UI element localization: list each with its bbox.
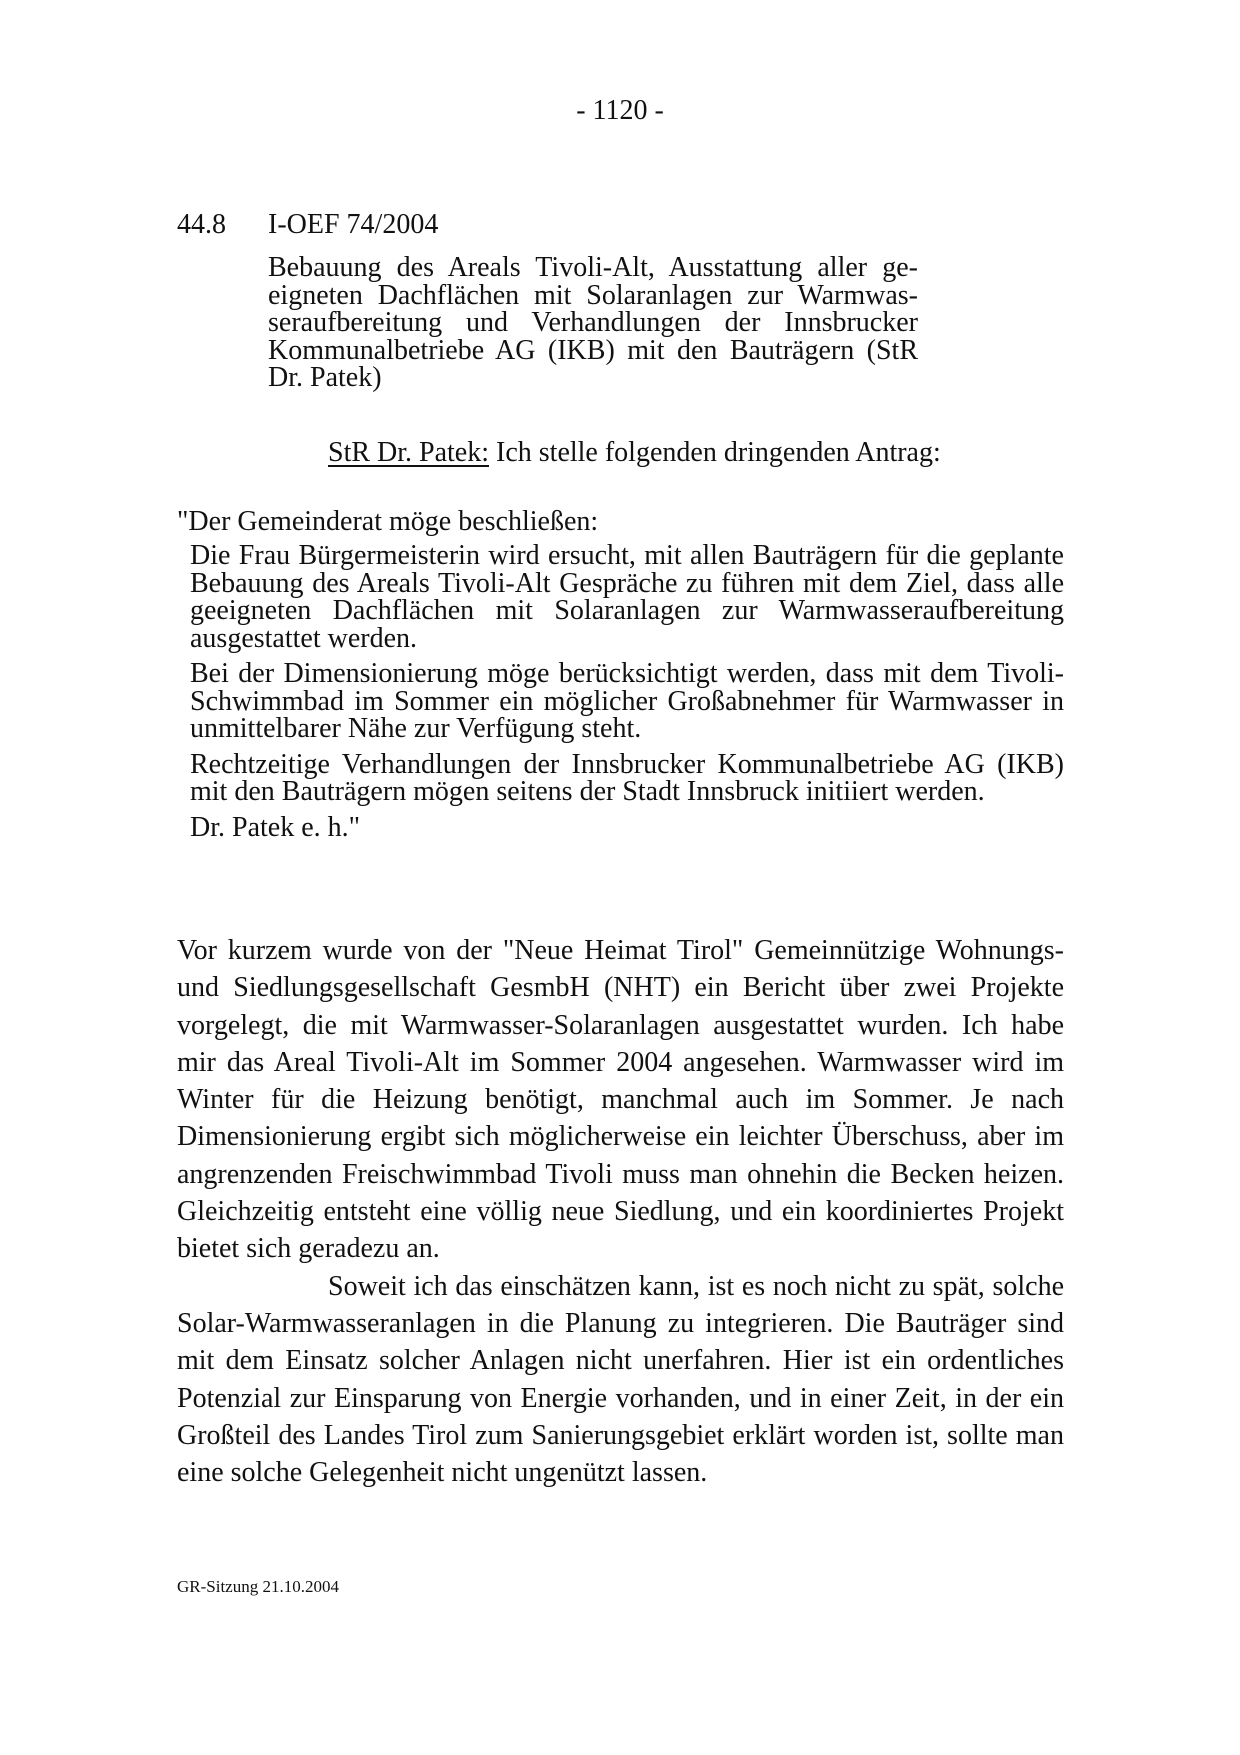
resolution-paragraph: Die Frau Bürgermeisterin wird ersucht, mit allen Bauträgern für die geplante Bebauung des Areals Tivoli-Alt Gespräche zu führen mit dem Ziel, dass alle geeigneten Dachflächen mit Solaranlagen zur Warmwasseraufbereitung ausgestattet werden. — [190, 540, 1064, 654]
justification-text — [177, 932, 1064, 1491]
resolution-paragraph: Rechtzeitige Verhandlungen der Innsbrucker Kommunalbetriebe AG (IKB) mit den Bauträgern mögen seitens der Stadt Innsbruck initiiert werden. — [190, 748, 1064, 807]
page-number: - 1120 - — [576, 95, 664, 126]
motion-speaker: StR Dr. Patek: — [328, 437, 490, 468]
motion-intro — [328, 436, 941, 470]
resolution-signature: Dr. Patek e. h." — [190, 811, 361, 843]
body-paragraph: Soweit ich das einschätzen kann, ist es noch nicht zu spät, solche Solar-Warmwasseranlagen in die Planung zu integrieren. Die Bauträger sind mit dem Einsatz solcher Anlagen nicht unerfahren. Hier ist ein ordentliches Potenzial zur Einsparung von Energie vorhanden, und in einer Zeit, in der ein Großteil des Landes Tirol zum Sanierungsgebiet erklärt worden ist, sollte man eine solche Gelegenheit nicht ungenützt lassen. — [177, 1270, 1064, 1489]
resolution-paragraph: Bei der Dimensionierung möge berücksichtigt werden, dass mit dem Tivoli-Schwimmbad im Sommer ein möglicher Großabnehmer für Warmwasser in unmittelbarer Nähe zur Verfügung steht. — [190, 658, 1064, 744]
resolution-text — [190, 542, 1064, 849]
resolution-heading: "Der Gemeinderat möge beschließen: — [177, 506, 599, 537]
footer-session-date: GR-Sitzung 21.10.2004 — [177, 1577, 339, 1596]
agenda-item-code: I-OEF 74/2004 — [268, 209, 439, 240]
body-paragraph: Vor kurzem wurde von der "Neue Heimat Tirol" Gemeinnützige Wohnungs- und Siedlungsgesellschaft GesmbH (NHT) ein Bericht über zwei Projekte vorgelegt, die mit Warmwasser-Solaranlagen ausgestattet wurden. Ich habe mir das Areal Tivoli-Alt im Sommer 2004 angesehen. Warmwasser wird im Winter für die Heizung benötigt, manchmal auch im Sommer. Je nach Dimensionierung ergibt sich möglicherweise ein leichter Überschuss, aber im angrenzenden Freischwimmbad Tivoli muss man ohnehin die Becken heizen. Gleichzeitig entsteht eine völlig neue Siedlung, und ein koordiniertes Projekt bietet sich geradezu an. — [177, 935, 1064, 1265]
agenda-item-subject: Bebauung des Areals Tivoli-Alt, Ausstattung aller geeigneten Dachflächen mit Solaranlagen zur Warmwasseraufbereitung und Verhandlungen der Innsbrucker Kommunalbetriebe AG (IKB) mit den Bauträgern (StR Dr. Patek) — [268, 252, 918, 393]
agenda-item-number: 44.8 — [177, 209, 226, 240]
motion-statement: Ich stelle folgenden dringenden Antrag: — [496, 437, 941, 468]
